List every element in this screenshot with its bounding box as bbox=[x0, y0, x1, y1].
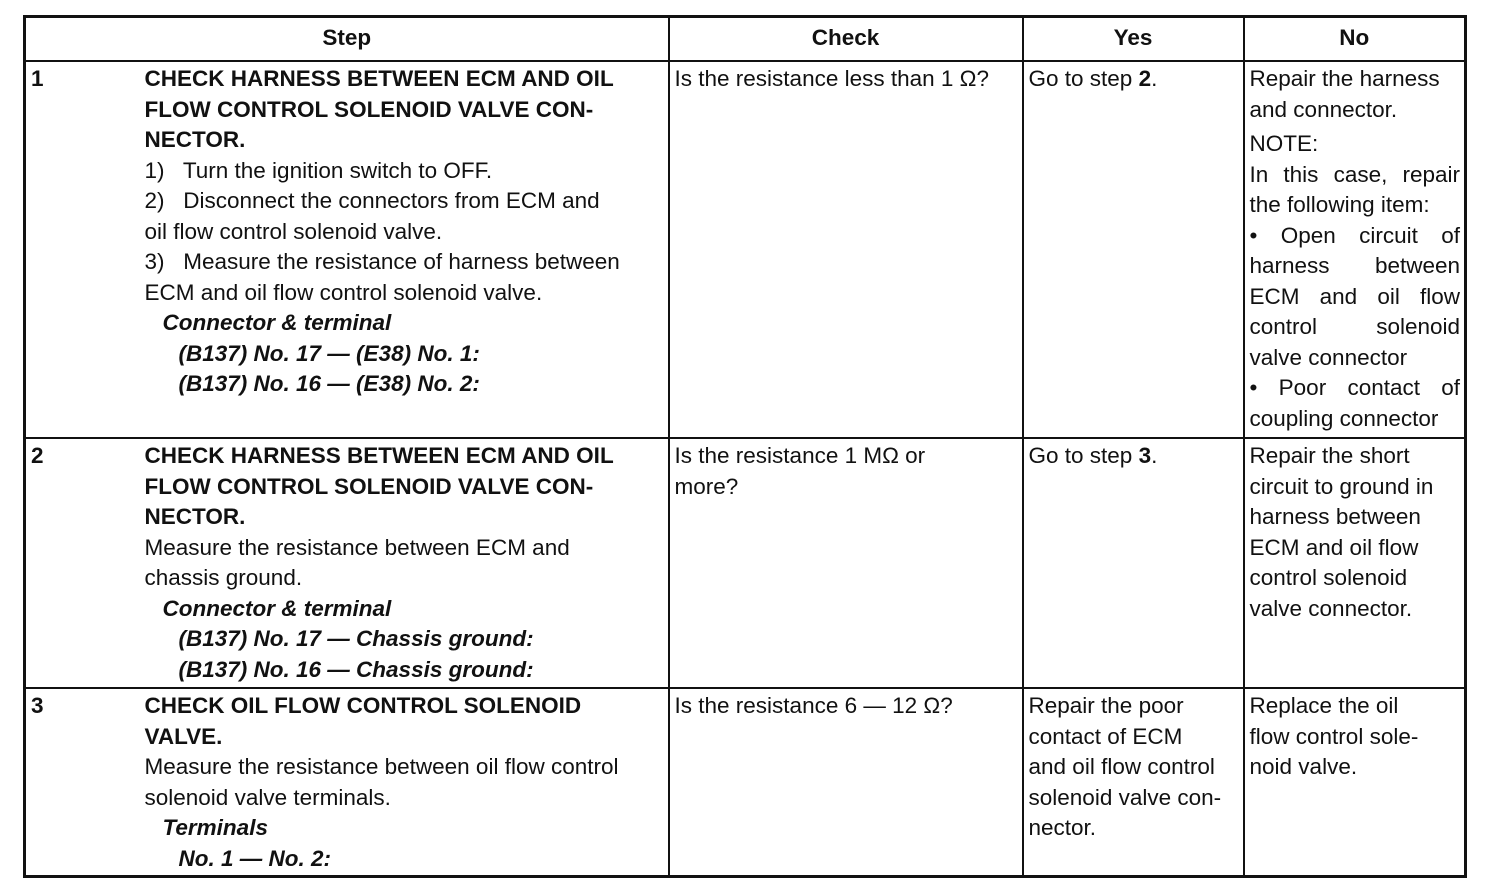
yes-line: contact of ECM bbox=[1028, 723, 1183, 749]
no-cell bbox=[1244, 688, 1466, 877]
step-title-line: CHECK HARNESS BETWEEN ECM AND OIL bbox=[144, 66, 614, 91]
note-label: NOTE: bbox=[1249, 131, 1319, 156]
yes-prefix: Go to step bbox=[1028, 443, 1139, 468]
step-description bbox=[145, 688, 669, 877]
note-item-line: valve connector bbox=[1249, 344, 1408, 370]
check-line: Is the resistance 1 MΩ or bbox=[674, 443, 926, 468]
step-title-line: NECTOR. bbox=[144, 504, 246, 529]
sub-item: (B137) No. 17 — Chassis ground: bbox=[178, 626, 534, 651]
step-body-line: 3) Measure the resistance of harness between bbox=[144, 249, 620, 274]
note-item-line: control solenoid bbox=[1249, 314, 1461, 339]
yes-line: Repair the poor bbox=[1028, 693, 1184, 718]
yes-suffix: . bbox=[1151, 443, 1158, 468]
yes-step-link[interactable]: 2 bbox=[1138, 66, 1152, 91]
yes-line: solenoid valve con- bbox=[1028, 784, 1222, 810]
step-title-line: FLOW CONTROL SOLENOID VALVE CON- bbox=[144, 96, 594, 122]
no-cell bbox=[1244, 61, 1466, 438]
sub-heading: Connector & terminal bbox=[162, 310, 392, 335]
yes-prefix: Go to step bbox=[1028, 66, 1139, 91]
check-cell bbox=[669, 438, 1023, 688]
step-description bbox=[145, 61, 669, 438]
yes-step-link[interactable]: 3 bbox=[1138, 443, 1152, 468]
sub-item: (B137) No. 16 — (E38) No. 2: bbox=[178, 371, 480, 396]
check-line: more? bbox=[674, 473, 739, 499]
yes-suffix: . bbox=[1151, 66, 1158, 91]
sub-item: (B137) No. 17 — (E38) No. 1: bbox=[178, 340, 480, 366]
note-line: In this case, repair bbox=[1249, 161, 1461, 187]
sub-item: No. 1 — No. 2: bbox=[178, 845, 332, 871]
sub-heading: Terminals bbox=[162, 815, 268, 840]
step-description bbox=[145, 438, 669, 688]
table-row bbox=[25, 688, 1466, 877]
step-body-line: oil flow control solenoid valve. bbox=[144, 218, 443, 244]
step-title-line: CHECK HARNESS BETWEEN ECM AND OIL bbox=[144, 443, 614, 468]
note-item-line: ECM and oil flow bbox=[1249, 283, 1461, 309]
check-cell bbox=[669, 688, 1023, 877]
yes-line: nector. bbox=[1028, 815, 1097, 840]
step-body-line: 2) Disconnect the connectors from ECM and bbox=[144, 188, 600, 213]
no-cell bbox=[1244, 438, 1466, 688]
no-line: Repair the short bbox=[1249, 443, 1410, 468]
no-line: Repair the harness bbox=[1249, 66, 1440, 91]
step-body-line: Measure the resistance between oil flow control bbox=[144, 754, 619, 779]
no-line: ECM and oil flow bbox=[1249, 534, 1419, 560]
step-number: 2 bbox=[25, 438, 145, 688]
header-row bbox=[25, 17, 1466, 62]
note-line: the following item: bbox=[1249, 192, 1430, 217]
no-line: circuit to ground in bbox=[1249, 473, 1434, 499]
no-line: valve connector. bbox=[1249, 595, 1413, 621]
yes-line: and oil flow control bbox=[1028, 754, 1215, 779]
step-body-line: 1) Turn the ignition switch to OFF. bbox=[144, 157, 493, 183]
step-body-line: solenoid valve terminals. bbox=[144, 784, 391, 810]
table-row bbox=[25, 61, 1466, 438]
note-item-line: coupling connector bbox=[1249, 405, 1439, 431]
no-line: flow control sole- bbox=[1249, 723, 1419, 749]
step-title-line: VALVE. bbox=[144, 723, 223, 749]
no-line: Replace the oil bbox=[1249, 693, 1399, 718]
step-body-line: Measure the resistance between ECM and bbox=[144, 534, 570, 560]
no-line: and connector. bbox=[1249, 96, 1398, 122]
note-item-line: harness between bbox=[1249, 253, 1461, 278]
table-row bbox=[25, 438, 1466, 688]
step-number: 1 bbox=[25, 61, 145, 438]
no-line: control solenoid bbox=[1249, 565, 1408, 590]
note-item-line: • Open circuit of bbox=[1249, 222, 1461, 248]
header-check: Check bbox=[669, 17, 1023, 62]
yes-cell bbox=[1023, 61, 1244, 438]
step-body-line: ECM and oil flow control solenoid valve. bbox=[144, 279, 543, 305]
diagnostic-table bbox=[23, 15, 1467, 878]
sub-item: (B137) No. 16 — Chassis ground: bbox=[178, 656, 534, 682]
check-cell bbox=[669, 61, 1023, 438]
sub-heading: Connector & terminal bbox=[162, 595, 392, 621]
step-title-line: FLOW CONTROL SOLENOID VALVE CON- bbox=[144, 473, 594, 499]
step-number: 3 bbox=[25, 688, 145, 877]
no-line: noid valve. bbox=[1249, 754, 1358, 779]
note-item-line: • Poor contact of bbox=[1249, 375, 1461, 400]
step-title-line: CHECK OIL FLOW CONTROL SOLENOID bbox=[144, 693, 582, 718]
header-no: No bbox=[1244, 17, 1466, 62]
check-text: Is the resistance 6 — 12 Ω? bbox=[674, 693, 953, 718]
yes-cell bbox=[1023, 688, 1244, 877]
no-line: harness between bbox=[1249, 504, 1421, 529]
step-body-line: chassis ground. bbox=[144, 565, 303, 590]
header-step: Step bbox=[25, 17, 669, 62]
header-yes: Yes bbox=[1023, 17, 1244, 62]
check-text: Is the resistance less than 1 Ω? bbox=[674, 66, 989, 91]
yes-cell bbox=[1023, 438, 1244, 688]
step-title-line: NECTOR. bbox=[144, 127, 246, 152]
